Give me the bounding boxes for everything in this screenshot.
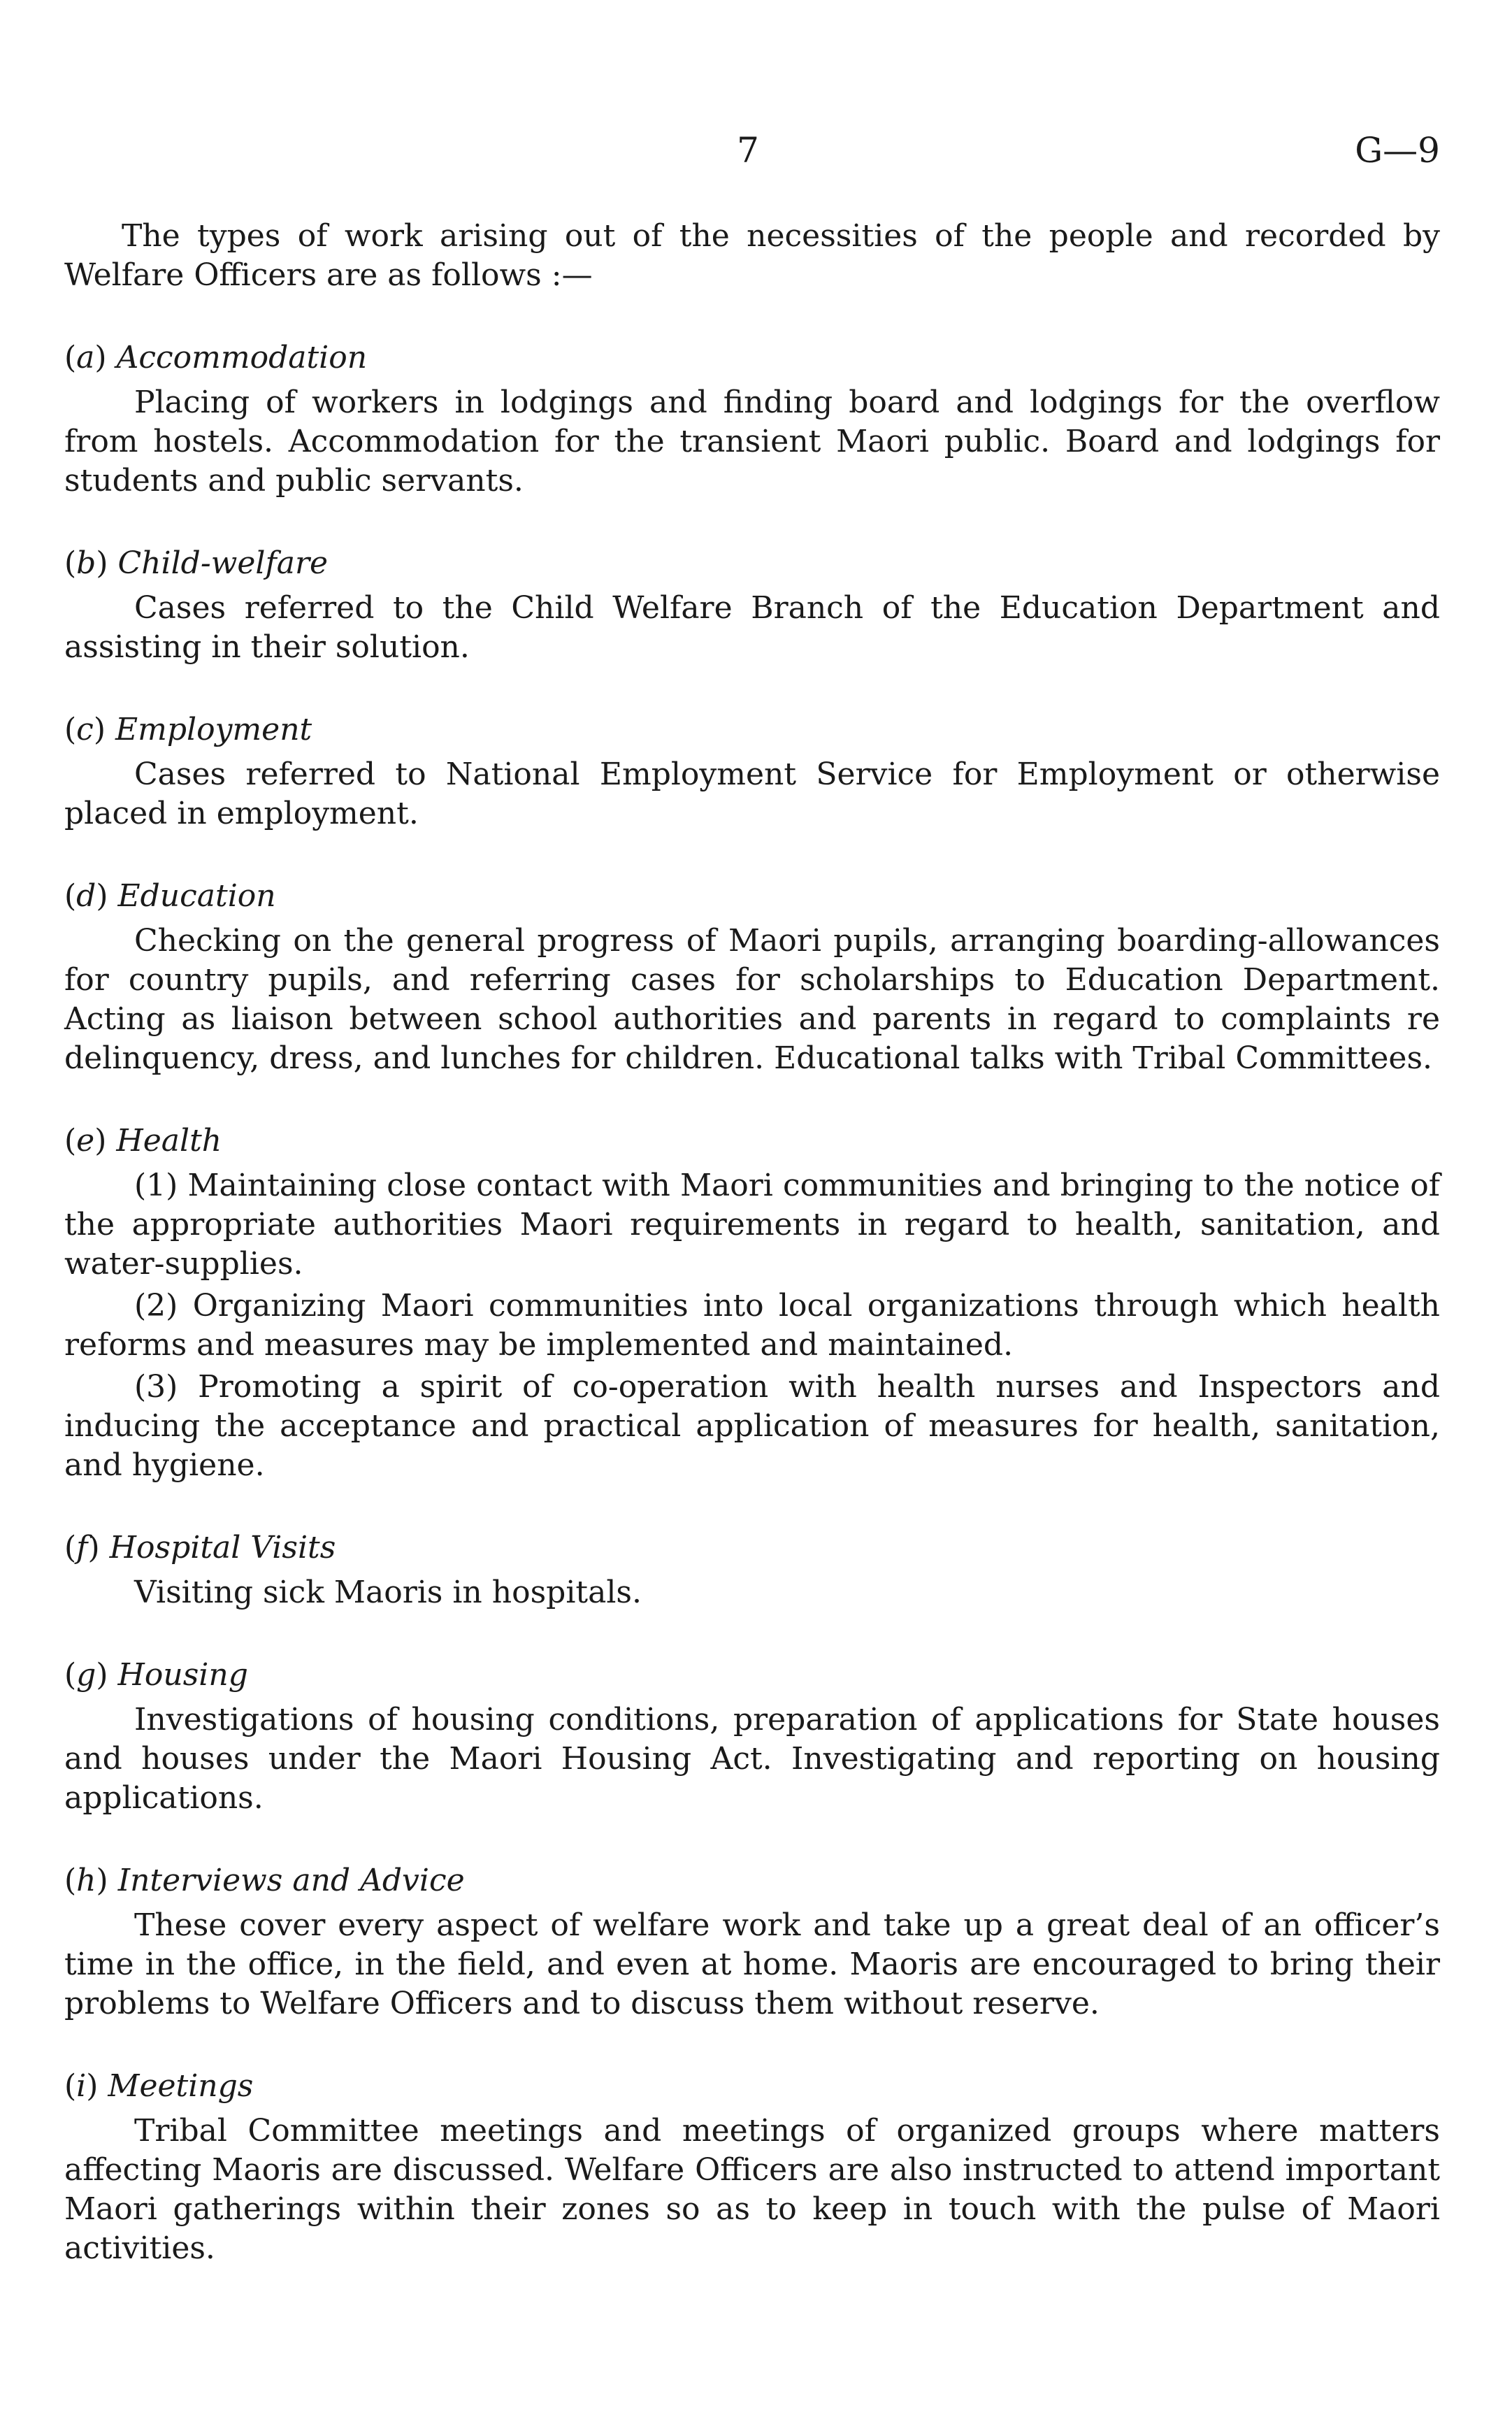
- section-title: Meetings: [108, 2068, 254, 2104]
- section-heading: [64, 544, 1440, 583]
- section-heading: [64, 1656, 1440, 1695]
- section-heading: [64, 710, 1440, 750]
- section-title: Interviews and Advice: [117, 1863, 465, 1898]
- section-paragraph: Checking on the general progress of Maori pupils, arranging boarding-allowances for country pupils, and referring cases for scholarships to Education Department. Acting as liaison between school authorities and parents in regard to complaints re delinquency, dress, and lunches for children. Educational talks with Tribal Committees.: [64, 923, 1440, 1076]
- section-f: [64, 1528, 1440, 1612]
- section-paragraph: Tribal Committee meetings and meetings of organized groups where matters affecting Maoris are discussed. Welfare Officers are also instructed to attend important Maori gatherings within their zones so as to keep in touch with the pulse of Maori activities.: [64, 2113, 1440, 2266]
- section-paragraph: Investigations of housing conditions, preparation of applications for State houses and houses under the Maori Housing Act. Investigating and reporting on housing applications.: [64, 1702, 1440, 1816]
- section-title: Child-welfare: [117, 545, 329, 581]
- intro-paragraph: The types of work arising out of the necessities of the people and recorded by Welfare Officers are as follows :—: [64, 218, 1440, 293]
- section-paragraph: These cover every aspect of welfare work and take up a great deal of an officer’s time in the office, in the field, and even at home. Maoris are encouraged to bring their problems to Welfare Officers and to discuss them without reserve.: [64, 1907, 1440, 2021]
- section-letter: (h): [64, 1863, 108, 1898]
- section-letter: (c): [64, 712, 106, 747]
- section-title: Health: [116, 1123, 222, 1159]
- section-letter-value: g: [76, 1657, 96, 1693]
- page-number: 7: [737, 130, 759, 171]
- section-letter-value: f: [76, 1530, 88, 1565]
- section-letter-value: d: [76, 878, 96, 914]
- section-letter: (b): [64, 545, 108, 581]
- section-e: [64, 1121, 1440, 1485]
- document-body: [64, 217, 1440, 2268]
- section-letter: (i): [64, 2068, 99, 2104]
- section-i: [64, 2067, 1440, 2268]
- section-title: Education: [117, 878, 276, 914]
- section-paragraph: Placing of workers in lodgings and finding board and lodgings for the overflow from hostels. Accommodation for the transient Maori public. Board and lodgings for students and public servants.: [64, 385, 1440, 499]
- section-paragraph: (1) Maintaining close contact with Maori communities and bringing to the notice of the appropriate authorities Maori requirements in regard to health, sanitation, and water-supplies.: [64, 1168, 1440, 1282]
- section-b: [64, 544, 1440, 667]
- section-paragraph: Visiting sick Maoris in hospitals.: [134, 1575, 642, 1610]
- section-paragraph: (2) Organizing Maori communities into local organizations through which health reforms and measures may be implemented and maintained.: [64, 1288, 1440, 1363]
- section-letter-value: e: [76, 1123, 95, 1159]
- section-letter-value: a: [76, 340, 95, 375]
- section-letter: (e): [64, 1123, 107, 1159]
- section-title: Accommodation: [116, 340, 368, 375]
- section-letter-value: h: [76, 1863, 96, 1898]
- section-letter-value: c: [76, 712, 94, 747]
- section-heading: [64, 1528, 1440, 1568]
- section-letter-value: i: [76, 2068, 87, 2104]
- section-c: [64, 710, 1440, 833]
- section-heading: [64, 2067, 1440, 2106]
- section-heading: [64, 338, 1440, 378]
- section-paragraph: (3) Promoting a spirit of co-operation with health nurses and Inspectors and inducing the acceptance and practical application of measures for health, sanitation, and hygiene.: [64, 1369, 1440, 1483]
- section-a: [64, 338, 1440, 501]
- section-title: Hospital Visits: [109, 1530, 336, 1565]
- section-list: [64, 338, 1440, 2268]
- section-letter: (a): [64, 340, 107, 375]
- section-g: [64, 1656, 1440, 1818]
- section-paragraph: Cases referred to National Employment Service for Employment or otherwise placed in employment.: [64, 757, 1440, 831]
- section-d: [64, 877, 1440, 1078]
- section-title: Employment: [115, 712, 312, 747]
- section-h: [64, 1861, 1440, 2023]
- section-paragraph: Cases referred to the Child Welfare Branch of the Education Department and assisting in their solution.: [64, 590, 1440, 665]
- section-letter-value: b: [76, 545, 96, 581]
- section-letter: (g): [64, 1657, 108, 1693]
- section-heading: [64, 1861, 1440, 1900]
- section-heading: [64, 1121, 1440, 1161]
- section-letter: (f): [64, 1530, 100, 1565]
- section-heading: [64, 877, 1440, 916]
- section-letter: (d): [64, 878, 108, 914]
- document-reference: G—9: [1355, 130, 1440, 171]
- section-title: Housing: [117, 1657, 248, 1693]
